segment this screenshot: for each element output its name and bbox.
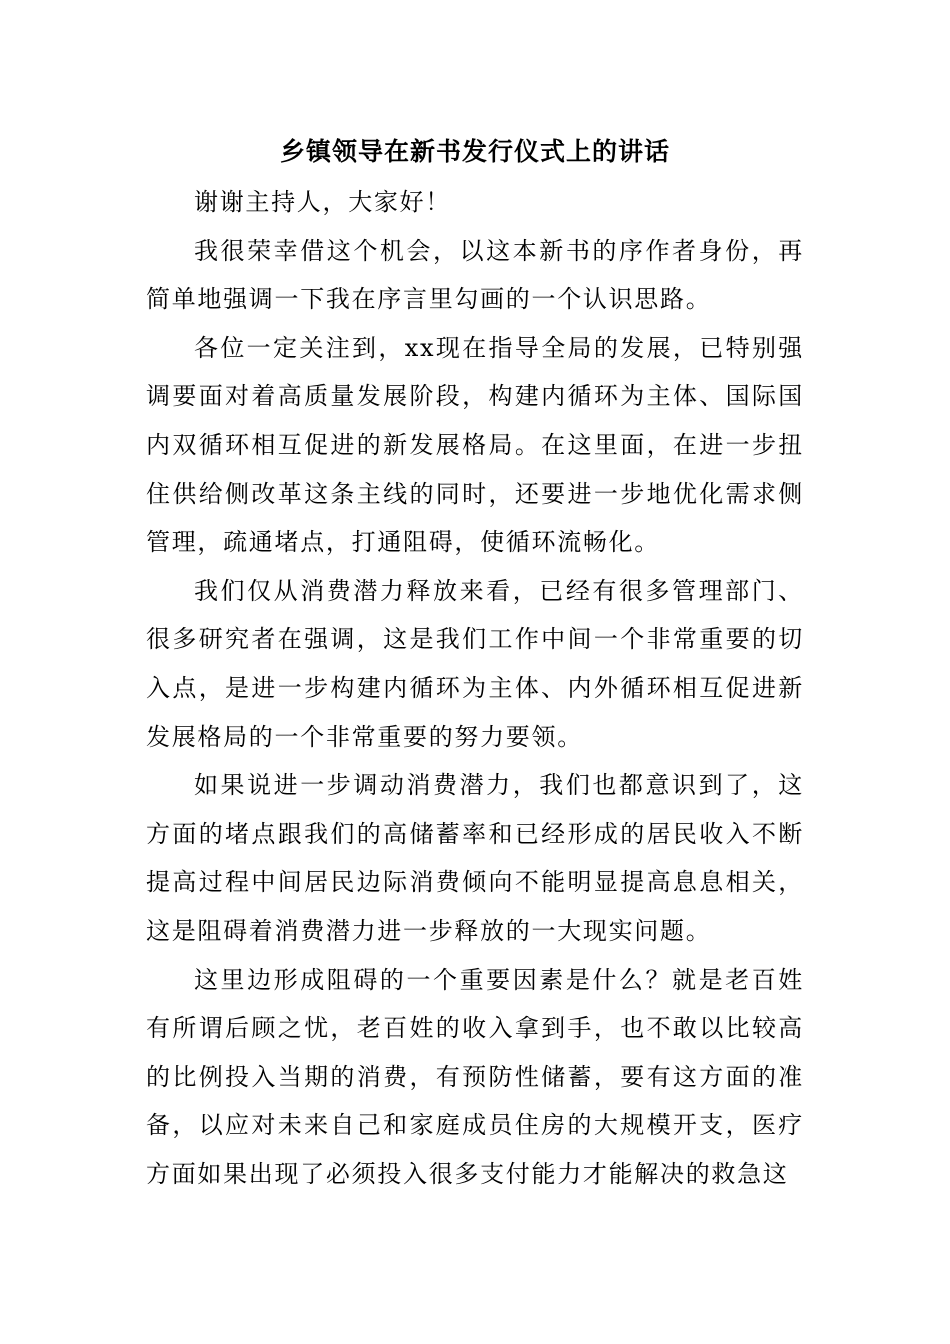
paragraph-4: 我们仅从消费潜力释放来看，已经有很多管理部门、很多研究者在强调，这是我们工作中间一个非常重要的切入点，是进一步构建内循环为主体、内外循环相互促进新发展格局的一个非常重要的努力要领。 [146, 576, 804, 751]
document-title: 乡镇领导在新书发行仪式上的讲话 [279, 137, 670, 166]
paragraph-5: 如果说进一步调动消费潜力，我们也都意识到了，这方面的堵点跟我们的高储蓄率和已经形成的居民收入不断提高过程中间居民边际消费倾向不能明显提高息息相关，这是阻碍着消费潜力进一步释放的一大现实问题。 [146, 771, 804, 945]
paragraph-3: 各位一定关注到，xx现在指导全局的发展，已特别强调要面对着高质量发展阶段，构建内循环为主体、国际国内双循环相互促进的新发展格局。在这里面，在进一步扭住供给侧改革这条主线的同时，还要进一步地优化需求侧管理，疏通堵点，打通阻碍，使循环流畅化。 [146, 333, 804, 557]
document-body [146, 178, 804, 1198]
paragraph-6: 这里边形成阻碍的一个重要因素是什么？就是老百姓有所谓后顾之忧，老百姓的收入拿到手，也不敢以比较高的比例投入当期的消费，有预防性储蓄，要有这方面的准备，以应对未来自己和家庭成员住房的大规模开支，医疗方面如果出现了必须投入很多支付能力才能解决的救急这 [146, 965, 804, 1188]
paragraph-2: 我很荣幸借这个机会，以这本新书的序作者身份，再简单地强调一下我在序言里勾画的一个认识思路。 [146, 236, 804, 314]
paragraph-greeting: 谢谢主持人，大家好！ [194, 188, 451, 216]
